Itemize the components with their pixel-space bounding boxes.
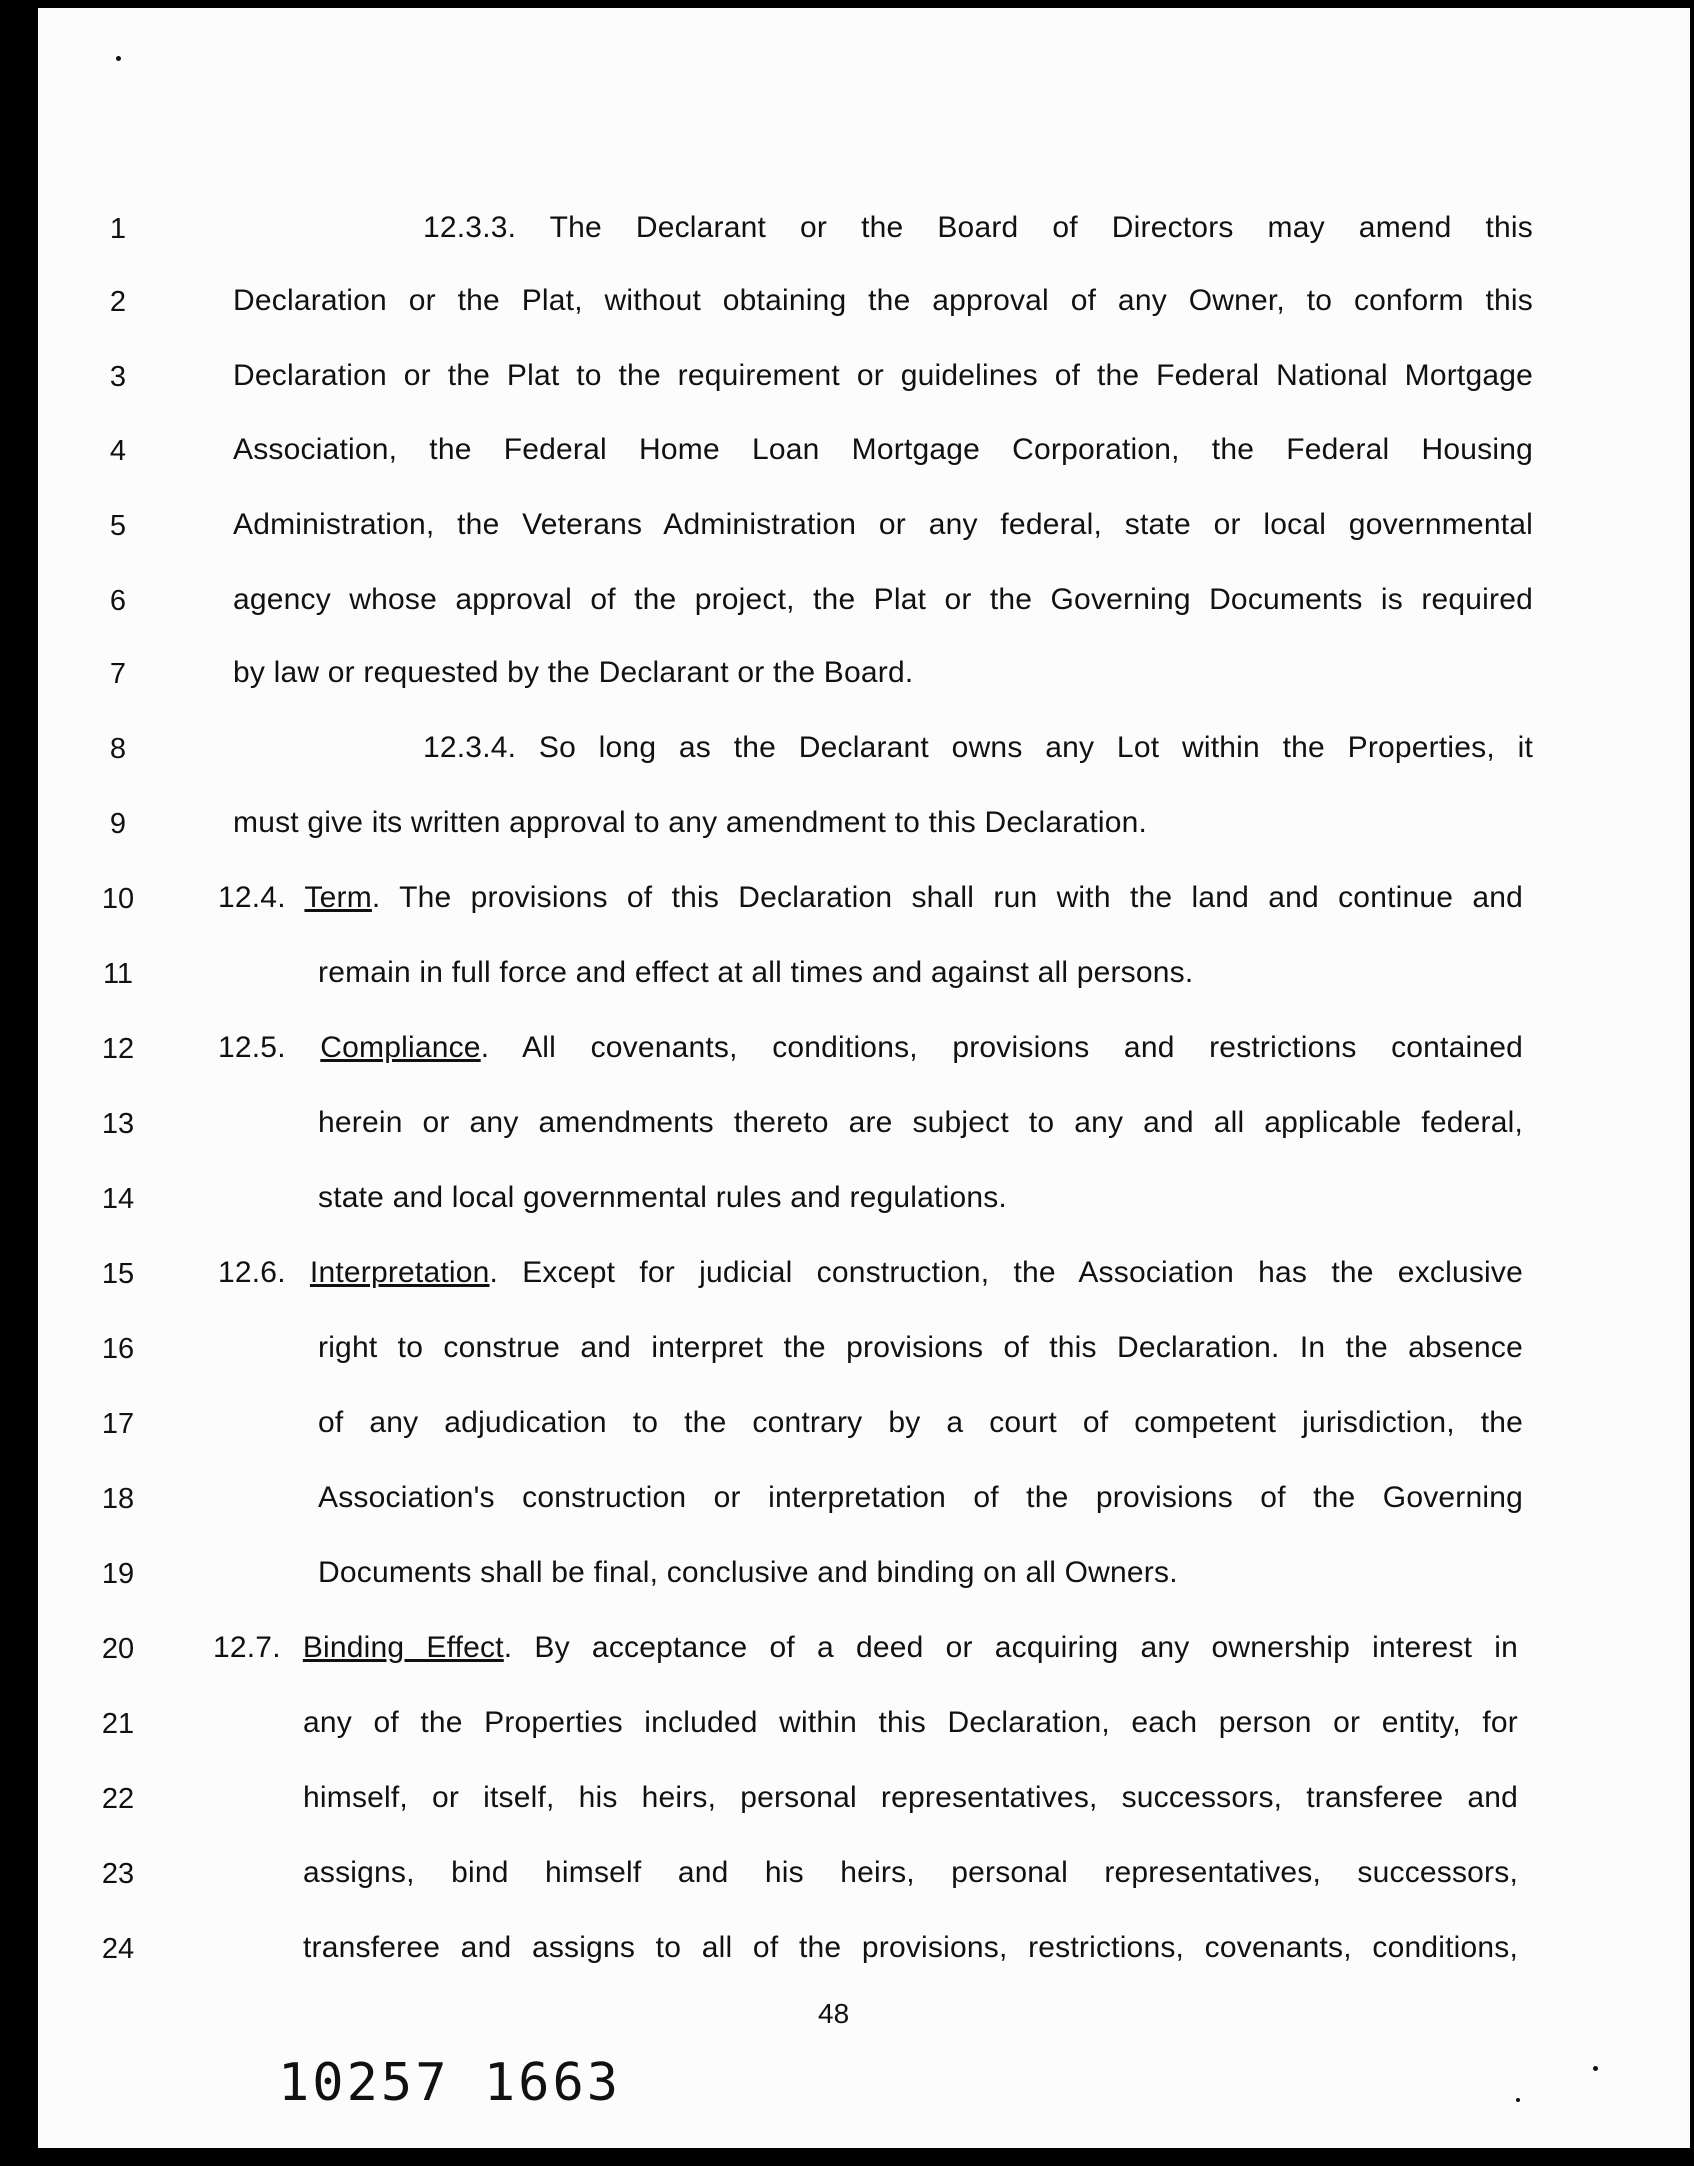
document-line xyxy=(38,1173,1690,1233)
document-line xyxy=(38,575,1690,635)
line-number: 13 xyxy=(101,1108,135,1140)
line-number: 12 xyxy=(101,1033,135,1065)
text-segment: assigns, bind himself and his heirs, personal representatives, successors, xyxy=(303,1856,1518,1889)
line-text xyxy=(233,806,1147,840)
line-text xyxy=(318,1181,1007,1215)
line-text xyxy=(318,1481,1523,1515)
line-number: 23 xyxy=(101,1858,135,1890)
line-number: 1 xyxy=(109,213,127,245)
text-segment: . The provisions of this Declaration shall run with the land and continue and xyxy=(371,881,1524,914)
line-number: 19 xyxy=(101,1558,135,1590)
document-number: 10257 1663 xyxy=(278,2053,622,2113)
text-segment: herein or any amendments thereto are subject to any and all applicable federal, xyxy=(318,1106,1523,1139)
text-segment: 12.3.3. The Declarant or the Board of Directors may amend this xyxy=(423,211,1533,244)
document-line xyxy=(38,723,1690,783)
document-line xyxy=(38,1698,1690,1758)
document-line xyxy=(38,1473,1690,1533)
document-line xyxy=(38,1248,1690,1308)
line-text xyxy=(303,1931,1518,1965)
document-line xyxy=(38,948,1690,1008)
text-segment: Documents shall be final, conclusive and binding on all Owners. xyxy=(318,1556,1178,1589)
text-segment: 12.5. xyxy=(218,1031,321,1064)
line-number: 9 xyxy=(109,808,127,840)
line-text xyxy=(318,1331,1523,1365)
document-line xyxy=(38,648,1690,708)
line-text xyxy=(233,656,913,690)
document-line xyxy=(38,1623,1690,1683)
document-line xyxy=(38,1848,1690,1908)
line-number: 4 xyxy=(109,435,127,467)
text-segment: agency whose approval of the project, the Plat or the Governing Documents is required xyxy=(233,583,1533,616)
section-heading: Term xyxy=(304,881,372,914)
document-line xyxy=(38,351,1690,411)
text-segment: . By acceptance of a deed or acquiring any ownership interest in xyxy=(503,1631,1518,1664)
text-segment: right to construe and interpret the provisions of this Declaration. In the absence xyxy=(318,1331,1523,1364)
line-number: 8 xyxy=(109,733,127,765)
line-number: 15 xyxy=(101,1258,135,1290)
line-number: 18 xyxy=(101,1483,135,1515)
section-heading: Compliance xyxy=(320,1031,481,1064)
scan-speck xyxy=(1593,2066,1598,2071)
page-number: 48 xyxy=(818,1998,850,2029)
line-text xyxy=(213,1631,1518,1665)
line-number: 5 xyxy=(109,510,127,542)
document-line xyxy=(38,1398,1690,1458)
text-segment: Declaration or the Plat to the requirement or guidelines of the Federal National Mortgage xyxy=(233,359,1533,392)
document-line xyxy=(38,425,1690,485)
text-segment: 12.7. xyxy=(213,1631,303,1664)
document-line xyxy=(38,1323,1690,1383)
line-text xyxy=(233,508,1533,542)
document-line xyxy=(38,500,1690,560)
line-text xyxy=(233,433,1533,467)
line-text xyxy=(303,1706,1518,1740)
text-segment: state and local governmental rules and regulations. xyxy=(318,1181,1007,1214)
line-number: 16 xyxy=(101,1333,135,1365)
text-segment: Declaration or the Plat, without obtaining the approval of any Owner, to conform this xyxy=(233,284,1533,317)
text-segment: 12.6. xyxy=(218,1256,310,1289)
document-line xyxy=(38,873,1690,933)
text-segment: by law or requested by the Declarant or the Board. xyxy=(233,656,914,689)
text-segment: Association's construction or interpretation of the provisions of the Governing xyxy=(318,1481,1523,1514)
line-text xyxy=(218,1031,1523,1065)
text-segment: remain in full force and effect at all times and against all persons. xyxy=(318,956,1194,989)
line-number: 3 xyxy=(109,361,127,393)
line-text xyxy=(318,956,1193,990)
line-number: 24 xyxy=(101,1933,135,1965)
text-segment: Administration, the Veterans Administration or any federal, state or local governmental xyxy=(233,508,1533,541)
line-number: 20 xyxy=(101,1633,135,1665)
line-number: 6 xyxy=(109,585,127,617)
document-line xyxy=(38,1023,1690,1083)
line-text xyxy=(233,284,1533,318)
scan-speck xyxy=(1516,2098,1520,2102)
line-text xyxy=(218,1256,1523,1290)
line-number: 21 xyxy=(101,1708,135,1740)
line-text xyxy=(218,881,1523,915)
text-segment: 12.3.4. So long as the Declarant owns any Lot within the Properties, it xyxy=(423,731,1533,764)
document-line xyxy=(38,1548,1690,1608)
scan-speck xyxy=(116,56,121,61)
text-segment: Association, the Federal Home Loan Mortgage Corporation, the Federal Housing xyxy=(233,433,1533,466)
line-number: 7 xyxy=(109,658,127,690)
document-line xyxy=(38,798,1690,858)
section-heading: Interpretation xyxy=(309,1256,490,1289)
line-number: 11 xyxy=(102,958,134,990)
line-number: 2 xyxy=(109,286,127,318)
text-segment: . Except for judicial construction, the Association has the exclusive xyxy=(489,1256,1523,1289)
document-line xyxy=(38,1773,1690,1833)
document-line xyxy=(38,1923,1690,1983)
line-text xyxy=(423,731,1533,765)
text-segment: . All covenants, conditions, provisions and restrictions contained xyxy=(480,1031,1523,1064)
line-text xyxy=(233,583,1533,617)
text-segment: of any adjudication to the contrary by a court of competent jurisdiction, the xyxy=(318,1406,1523,1439)
section-heading: Binding Effect xyxy=(302,1631,504,1664)
line-text xyxy=(423,211,1533,245)
document-line xyxy=(38,203,1690,263)
text-segment: transferee and assigns to all of the provisions, restrictions, covenants, conditions, xyxy=(303,1931,1518,1964)
line-text xyxy=(303,1781,1518,1815)
line-number: 17 xyxy=(101,1408,135,1440)
line-text xyxy=(233,359,1533,393)
document-page xyxy=(38,8,1690,2148)
text-segment: himself, or itself, his heirs, personal representatives, successors, transferee and xyxy=(303,1781,1518,1814)
line-text xyxy=(318,1406,1523,1440)
line-text xyxy=(318,1106,1523,1140)
line-text xyxy=(303,1856,1518,1890)
document-line xyxy=(38,1098,1690,1158)
text-segment: any of the Properties included within this Declaration, each person or entity, for xyxy=(303,1706,1518,1739)
text-segment: 12.4. xyxy=(218,881,305,914)
document-line xyxy=(38,276,1690,336)
text-segment: must give its written approval to any amendment to this Declaration. xyxy=(233,806,1148,839)
line-number: 14 xyxy=(101,1183,135,1215)
line-text xyxy=(318,1556,1178,1590)
line-number: 22 xyxy=(101,1783,135,1815)
line-number: 10 xyxy=(101,883,135,915)
